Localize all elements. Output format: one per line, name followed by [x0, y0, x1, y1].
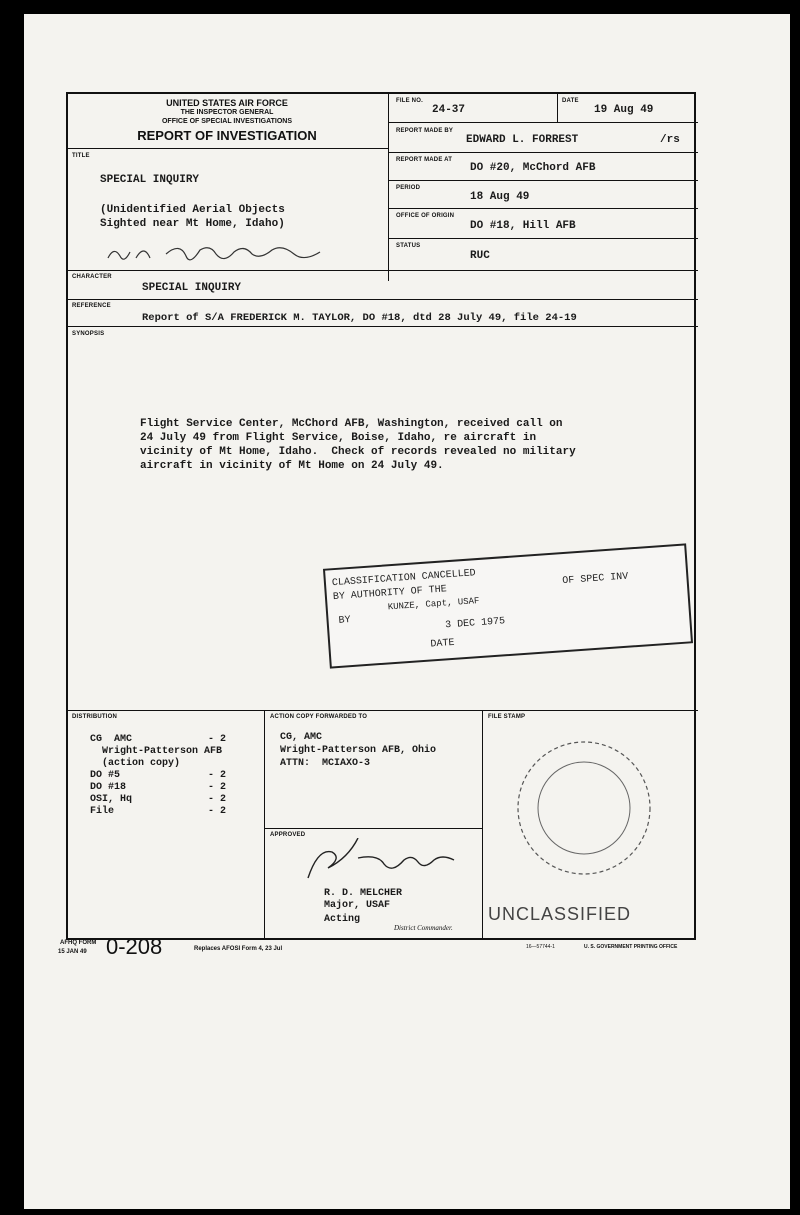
dist-row-to: File — [90, 806, 115, 817]
form-label: AFHQ FORM — [60, 940, 97, 946]
title-label: TITLE — [72, 153, 90, 159]
file-no-label: FILE NO. — [396, 98, 423, 104]
origin-label: OFFICE OF ORIGIN — [396, 213, 455, 219]
title-line-1: SPECIAL INQUIRY — [100, 174, 200, 186]
dist-row-n: - 2 — [208, 770, 227, 781]
stamp-date: 3 DEC 1975 — [444, 616, 506, 632]
dist-row-to: (action copy) — [90, 758, 181, 769]
stamp-date-label: DATE — [430, 637, 455, 651]
divider — [264, 828, 482, 829]
agency-name: UNITED STATES AIR FORCE — [166, 98, 288, 108]
suboffice-name: OFFICE OF SPECIAL INVESTIGATIONS — [161, 118, 293, 125]
dist-row-to: OSI, Hq — [90, 794, 133, 805]
dist-row-to: Wright-Patterson AFB — [90, 746, 223, 757]
divider — [264, 710, 265, 940]
divider — [68, 710, 698, 711]
character-label: CHARACTER — [72, 274, 112, 280]
synopsis-line-4: aircraft in vicinity of Mt Home on 24 July 49. — [140, 460, 444, 472]
synopsis-line-1: Flight Service Center, McChord AFB, Washington, received call on — [140, 418, 563, 430]
action-copy-line-2: Wright-Patterson AFB, Ohio — [280, 745, 437, 756]
made-by-suffix: /rs — [660, 134, 680, 146]
approver-name: R. D. MELCHER — [324, 888, 403, 899]
dist-row-to: DO #5 — [90, 770, 121, 781]
dist-row-n: - 2 — [208, 734, 227, 745]
divider — [388, 180, 698, 181]
origin-value: DO #18, Hill AFB — [470, 220, 576, 232]
stamp-line-2: BY AUTHORITY OF THE — [332, 584, 448, 604]
divider — [68, 148, 388, 149]
made-at-value: DO #20, McChord AFB — [470, 162, 596, 174]
divider — [388, 152, 698, 153]
divider — [482, 710, 483, 940]
action-copy-line-3: ATTN: MCIAXO-3 — [280, 758, 371, 769]
divider — [388, 238, 698, 239]
made-by-value: EDWARD L. FORREST — [466, 134, 579, 146]
file-stamp-seal — [486, 730, 682, 910]
made-at-label: REPORT MADE AT — [396, 157, 453, 163]
form-date: 15 JAN 49 — [58, 949, 87, 955]
period-value: 18 Aug 49 — [470, 191, 530, 203]
action-copy-label: ACTION COPY FORWARDED TO — [270, 714, 368, 720]
office-name: THE INSPECTOR GENERAL — [180, 109, 274, 116]
period-label: PERIOD — [396, 185, 421, 191]
approval-signature — [298, 838, 468, 886]
divider — [388, 122, 698, 123]
stamp-line-2b: OF SPEC INV — [562, 571, 629, 588]
divider — [388, 208, 698, 209]
form-replaces: Replaces AFOSI Form 4, 23 Jul — [194, 946, 283, 952]
action-copy-line-1: CG, AMC — [280, 732, 323, 743]
title-line-2: (Unidentified Aerial Objects — [100, 204, 285, 216]
date-label: DATE — [562, 98, 579, 104]
approver-title: District Commander. — [394, 924, 453, 932]
approved-label: APPROVED — [270, 832, 306, 838]
report-type: REPORT OF INVESTIGATION — [137, 128, 317, 143]
divider — [557, 94, 558, 122]
reference-label: REFERENCE — [72, 303, 111, 309]
dist-row-n: - 2 — [208, 782, 227, 793]
printer-code: 16—57744-1 — [526, 944, 555, 950]
form-number: 0-208 — [106, 934, 163, 959]
distribution-label: DISTRIBUTION — [72, 714, 118, 720]
divider — [68, 299, 698, 300]
stamp-name: KUNZE, Capt, USAF — [387, 595, 480, 613]
report-form — [66, 92, 696, 940]
handwritten-signature — [102, 240, 378, 268]
stamp-line-1: CLASSIFICATION CANCELLED — [331, 568, 477, 590]
dist-row-n: - 2 — [208, 794, 227, 805]
divider — [68, 326, 698, 327]
synopsis-line-2: 24 July 49 from Flight Service, Boise, Idaho, re aircraft in — [140, 432, 537, 444]
reference-value: Report of S/A FREDERICK M. TAYLOR, DO #18, dtd 28 July 49, file 24-19 — [142, 312, 577, 324]
printer-name: U. S. GOVERNMENT PRINTING OFFICE — [584, 944, 678, 950]
synopsis-label: SYNOPSIS — [72, 331, 105, 337]
file-stamp-label: FILE STAMP — [488, 714, 526, 720]
divider — [68, 270, 698, 271]
status-value: RUC — [470, 250, 490, 262]
approver-role: Acting — [324, 914, 361, 925]
synopsis-line-3: vicinity of Mt Home, Idaho. Check of records revealed no military — [140, 446, 576, 458]
status-label: STATUS — [396, 243, 421, 249]
stamp-by: BY — [338, 615, 352, 627]
unclassified-mark: UNCLASSIFIED — [488, 904, 632, 924]
dist-row-n: - 2 — [208, 806, 227, 817]
approver-rank: Major, USAF — [324, 900, 391, 911]
made-by-label: REPORT MADE BY — [396, 128, 454, 134]
date-value: 19 Aug 49 — [594, 104, 654, 116]
dist-row-to: CG AMC — [90, 734, 133, 745]
character-value: SPECIAL INQUIRY — [142, 282, 242, 294]
file-no-value: 24-37 — [432, 104, 466, 116]
dist-row-to: DO #18 — [90, 782, 127, 793]
title-line-3: Sighted near Mt Home, Idaho) — [100, 218, 285, 230]
